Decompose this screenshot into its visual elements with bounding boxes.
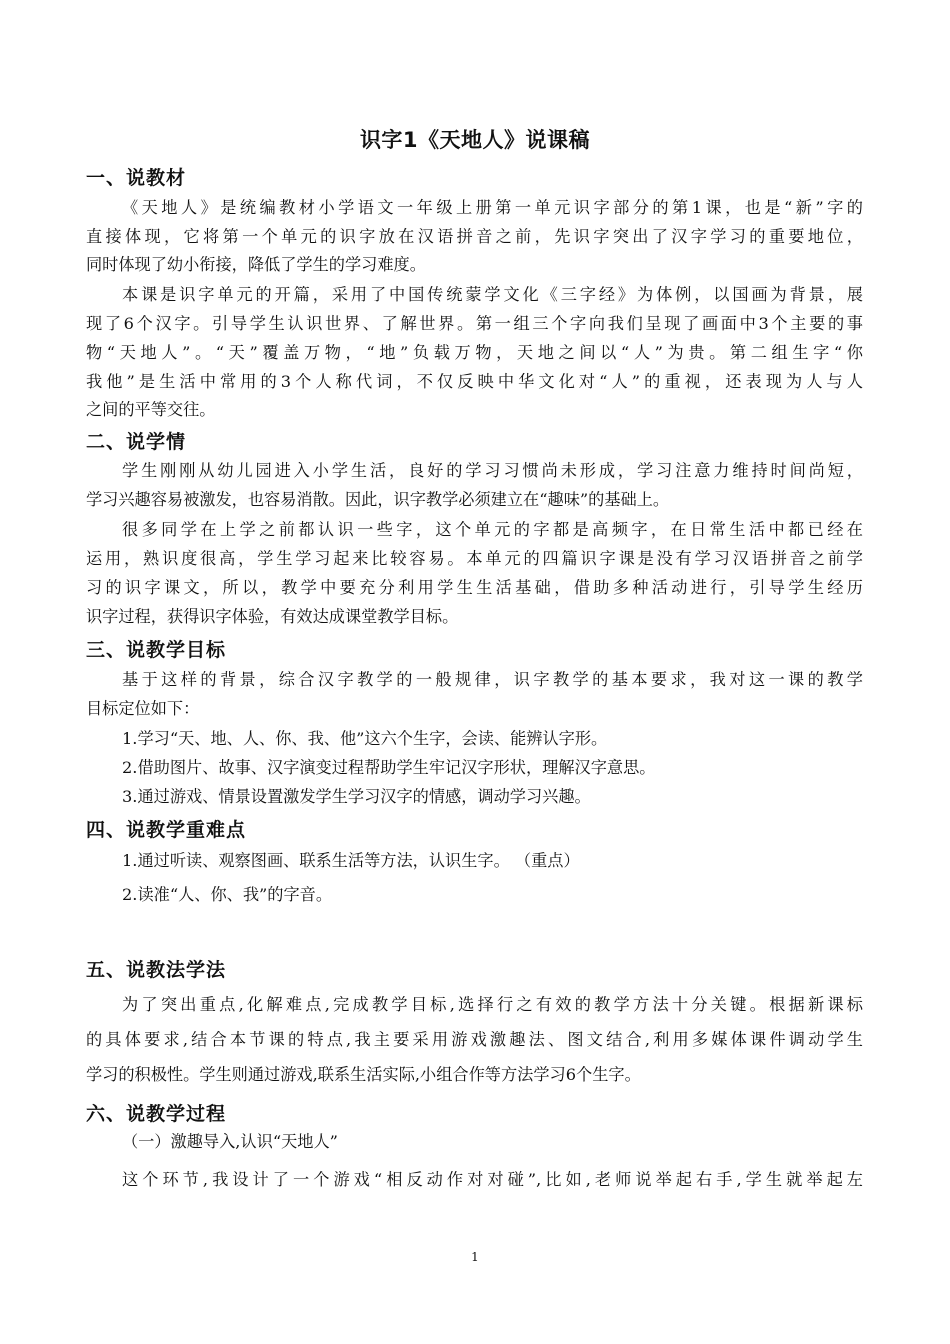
- paragraph-line: 习的识字课文，所以，教学中要充分利用学生生活基础，借助多种活动进行，引导学生经历: [86, 578, 863, 597]
- section-heading-objectives: 三、说教学目标: [86, 639, 227, 661]
- paragraph-line: 学生刚刚从幼儿园进入小学生活，良好的学习习惯尚未形成，学习注意力维持时间尚短，: [122, 461, 863, 480]
- subsection-heading: （一）激趣导入,认识“天地人”: [122, 1132, 338, 1151]
- list-item: 2.借助图片、故事、汉字演变过程帮助学生牢记汉字形状，理解汉字意思。: [122, 758, 656, 777]
- paragraph-line: 很多同学在上学之前都认识一些字，这个单元的字都是高频字，在日常生活中都已经在: [122, 520, 863, 539]
- paragraph-line: 学习兴趣容易被激发，也容易消散。因此，识字教学必须建立在“趣味”的基础上。: [86, 490, 670, 509]
- page-number: 1: [471, 1250, 479, 1264]
- section-heading-methods: 五、说教法学法: [86, 959, 227, 981]
- paragraph-line: 的具体要求,结合本节课的特点,我主要采用游戏激趣法、图文结合,利用多媒体课件调动学生: [86, 1030, 863, 1049]
- list-item: 1.学习“天、地、人、你、我、他”这六个生字，会读、能辨认字形。: [122, 729, 608, 748]
- page-title: 识字1《天地人》说课稿: [359, 128, 591, 152]
- list-item: 3.通过游戏、情景设置激发学生学习汉字的情感，调动学习兴趣。: [122, 787, 591, 806]
- paragraph-line: 这个环节,我设计了一个游戏“相反动作对对碰”,比如,老师说举起右手,学生就举起左: [122, 1170, 863, 1189]
- section-heading-key-points: 四、说教学重难点: [86, 819, 247, 841]
- paragraph-line: 识字过程，获得识字体验，有效达成课堂教学目标。: [86, 607, 459, 626]
- paragraph-line: 目标定位如下：: [86, 699, 200, 718]
- paragraph-line: 运用，熟识度很高，学生学习起来比较容易。本单元的四篇识字课是没有学习汉语拼音之前学: [86, 549, 863, 568]
- section-heading-students: 二、说学情: [86, 431, 187, 453]
- paragraph-line: 学习的积极性。学生则通过游戏,联系生活实际,小组合作等方法学习6个生字。: [86, 1065, 641, 1084]
- paragraph-line: 直接体现，它将第一个单元的识字放在汉语拼音之前，先识字突出了汉字学习的重要地位，: [86, 227, 863, 246]
- paragraph-line: 为了突出重点,化解难点,完成教学目标,选择行之有效的教学方法十分关键。根据新课标: [122, 995, 863, 1014]
- paragraph-line: 同时体现了幼小衔接，降低了学生的学习难度。: [86, 255, 426, 274]
- list-item: 2.读准“人、你、我”的字音。: [122, 885, 333, 904]
- paragraph-line: 物“天地人”。“天”覆盖万物，“地”负载万物，天地之间以“人”为贵。第二组生字“你: [86, 343, 863, 362]
- paragraph-line: 《天地人》是统编教材小学语文一年级上册第一单元识字部分的第1课，也是“新”字的: [122, 198, 863, 217]
- section-heading-process: 六、说教学过程: [86, 1103, 227, 1125]
- section-heading-textbook: 一、说教材: [86, 167, 187, 189]
- paragraph-line: 之间的平等交往。: [86, 400, 216, 419]
- paragraph-line: 我他”是生活中常用的3个人称代词，不仅反映中华文化对“人”的重视，还表现为人与人: [86, 372, 863, 391]
- paragraph-line: 现了6个汉字。引导学生认识世界、了解世界。第一组三个字向我们呈现了画面中3个主要的事: [86, 314, 863, 333]
- paragraph-line: 本课是识字单元的开篇，采用了中国传统蒙学文化《三字经》为体例，以国画为背景，展: [122, 285, 863, 304]
- list-item: 1.通过听读、观察图画、联系生活等方法，认识生字。 （重点）: [122, 851, 580, 870]
- paragraph-line: 基于这样的背景，综合汉字教学的一般规律，识字教学的基本要求，我对这一课的教学: [122, 670, 863, 689]
